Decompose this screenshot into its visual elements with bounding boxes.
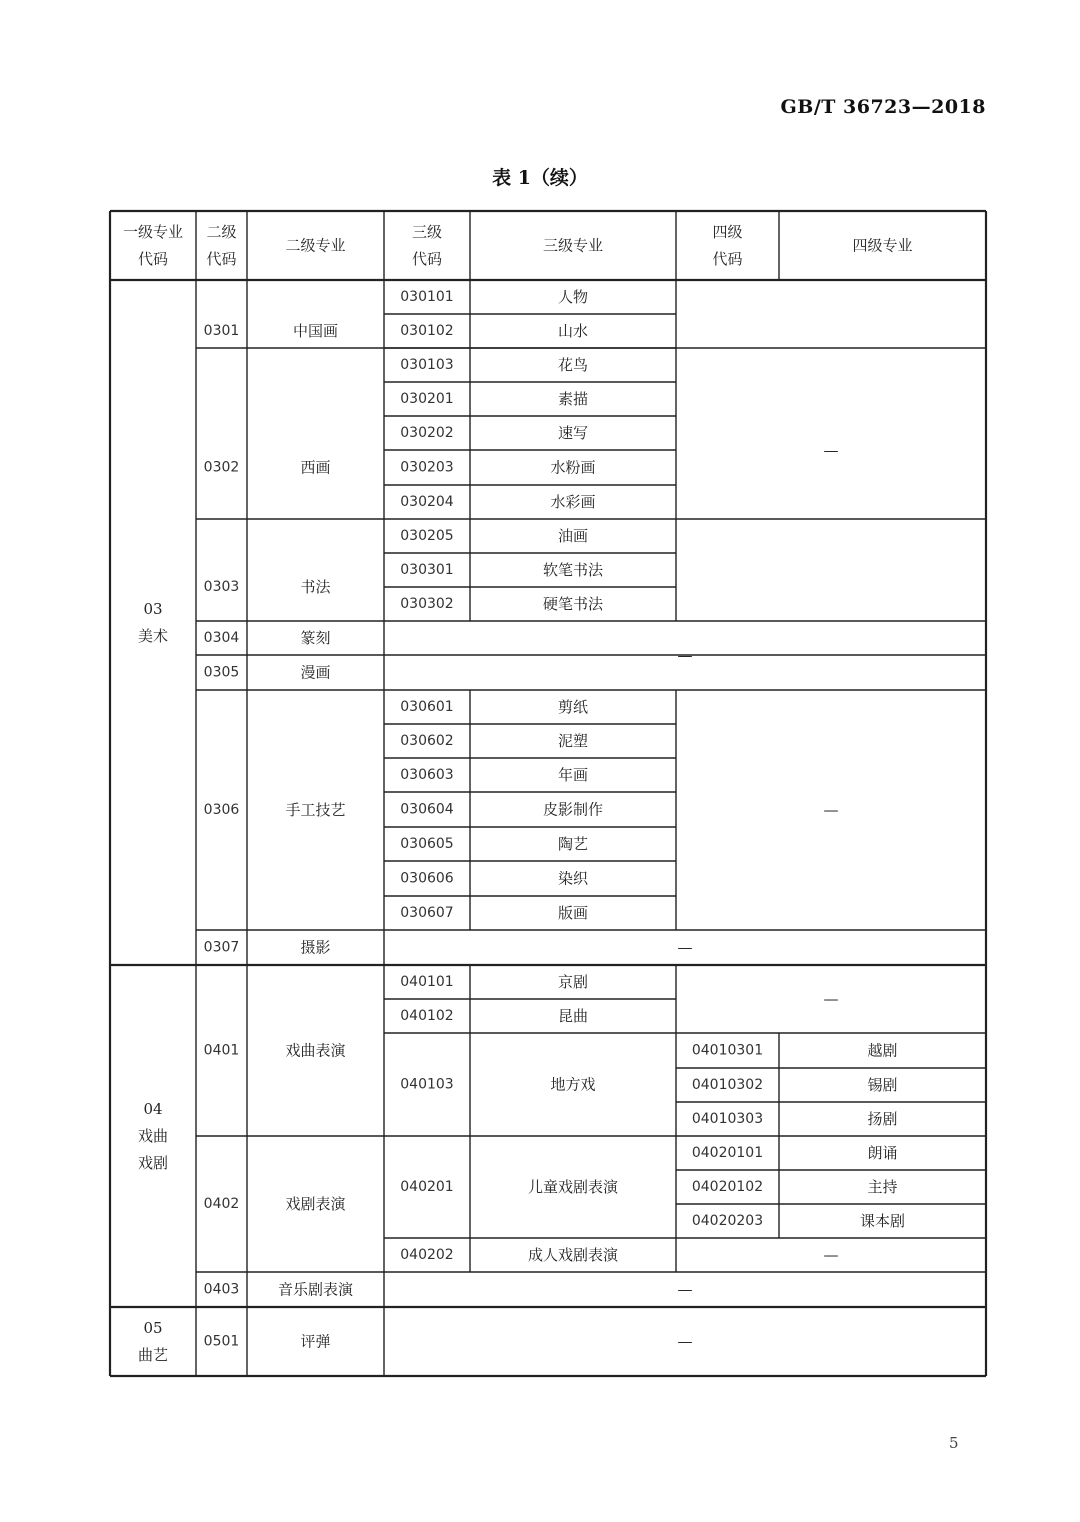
l1-cell: 戏曲 (137, 1127, 169, 1145)
l3-name: 泥塑 (557, 732, 589, 750)
l1-cell: 03 (143, 600, 163, 618)
l2-name: 漫画 (300, 663, 331, 682)
table-grid (110, 211, 986, 1376)
header-cell: 一级专业 (122, 223, 184, 241)
l2-name: 摄影 (300, 938, 331, 957)
l4-code: 04020203 (691, 1213, 764, 1229)
l4-code: 04010302 (691, 1077, 764, 1093)
l2-code: 0301 (203, 323, 240, 339)
l3-name: 花鸟 (557, 356, 589, 374)
l2-name: 西画 (300, 458, 331, 477)
l3-code: 040101 (400, 974, 454, 990)
l3-name: 软笔书法 (542, 561, 604, 579)
l3-code: 040201 (400, 1179, 454, 1195)
l2-code: 0302 (203, 459, 240, 476)
l3-code: 030201 (400, 391, 454, 407)
empty-dash: — (823, 801, 839, 819)
l2-code: 0403 (203, 1281, 240, 1298)
l2-name: 戏曲表演 (285, 1041, 346, 1060)
l1-cell: 美术 (137, 627, 169, 645)
empty-dash: — (823, 990, 839, 1008)
l2-code: 0402 (203, 1196, 240, 1212)
page-number: 5 (949, 1434, 959, 1452)
l3-code: 030203 (400, 459, 454, 476)
header-cell: 二级 (206, 223, 237, 241)
l4-name: 越剧 (867, 1041, 898, 1060)
l2-name: 书法 (300, 578, 331, 596)
l2-code: 0501 (203, 1333, 240, 1350)
l3-code: 030605 (400, 836, 454, 852)
l4-name: 扬剧 (867, 1110, 898, 1128)
l2-code: 0401 (203, 1042, 240, 1059)
empty-dash: — (677, 646, 693, 665)
l3-name: 京剧 (557, 973, 589, 991)
l3-code: 030103 (400, 357, 454, 373)
header-cell: 三级 (411, 223, 443, 241)
l1-cell: 04 (143, 1100, 163, 1118)
l3-name: 水彩画 (550, 493, 596, 511)
empty-dash: — (677, 1332, 693, 1351)
l4-name: 主持 (867, 1178, 898, 1196)
l3-name: 人物 (557, 288, 589, 306)
header-cell: 代码 (137, 250, 169, 268)
table-title: 表 1（续） (492, 167, 588, 189)
l3-code: 030601 (400, 699, 454, 715)
l4-name: 朗诵 (867, 1144, 898, 1162)
l2-code: 0305 (203, 664, 240, 681)
header-cell: 四级 (712, 223, 743, 241)
header-cell: 二级专业 (285, 236, 346, 255)
l3-name: 成人戏剧表演 (527, 1246, 619, 1264)
l3-name: 地方戏 (550, 1075, 596, 1094)
l3-name: 山水 (557, 322, 589, 340)
l3-code: 040202 (400, 1247, 454, 1263)
l4-code: 04020101 (691, 1145, 764, 1161)
header-cell: 三级专业 (542, 236, 604, 255)
empty-dash: — (823, 1246, 839, 1264)
l4-code: 04020102 (691, 1179, 764, 1195)
l3-name: 儿童戏剧表演 (527, 1178, 619, 1196)
document-code: GB/T 36723—2018 (780, 96, 986, 118)
l3-code: 030101 (400, 289, 454, 305)
l3-code: 040102 (400, 1008, 454, 1024)
l3-name: 剪纸 (557, 698, 589, 716)
l3-name: 昆曲 (557, 1007, 589, 1025)
header-cell: 四级专业 (852, 236, 913, 255)
l3-code: 030302 (400, 596, 454, 612)
table-cells (123, 223, 913, 1364)
l2-name: 篆刻 (300, 629, 331, 647)
l1-cell: 05 (143, 1319, 163, 1337)
l3-code: 030204 (400, 494, 454, 510)
empty-dash: — (823, 441, 839, 460)
l2-code: 0303 (203, 579, 240, 595)
l2-code: 0306 (203, 802, 240, 818)
header-cell: 代码 (411, 250, 443, 268)
l3-code: 030202 (400, 425, 454, 441)
l3-code: 030604 (400, 801, 454, 818)
l3-name: 速写 (557, 424, 589, 442)
l3-code: 030102 (400, 323, 454, 339)
l3-name: 油画 (557, 527, 589, 545)
empty-dash: — (677, 938, 693, 957)
l3-name: 素描 (557, 390, 589, 408)
l3-name: 水粉画 (550, 458, 596, 477)
l2-name: 中国画 (292, 322, 339, 340)
l1-cell: 曲艺 (137, 1346, 169, 1364)
l3-code: 030607 (400, 905, 454, 921)
l3-name: 皮影制作 (542, 800, 604, 819)
l3-name: 硬笔书法 (542, 595, 604, 613)
l4-code: 04010303 (691, 1111, 764, 1127)
l3-name: 陶艺 (557, 835, 589, 853)
l2-code: 0304 (203, 630, 240, 646)
header-cell: 代码 (712, 250, 743, 268)
l4-name: 锡剧 (867, 1076, 898, 1094)
l3-name: 年画 (557, 766, 589, 784)
l3-code: 040103 (400, 1076, 454, 1093)
l3-code: 030602 (400, 733, 454, 749)
l1-cell: 戏剧 (137, 1154, 169, 1172)
l3-code: 030606 (400, 870, 454, 887)
l4-code: 04010301 (691, 1042, 764, 1059)
l2-name: 戏剧表演 (285, 1195, 346, 1213)
l2-code: 0307 (203, 939, 240, 956)
l3-name: 版画 (557, 904, 589, 922)
l3-name: 染织 (557, 869, 589, 888)
l2-name: 手工技艺 (285, 801, 346, 819)
l3-code: 030205 (400, 528, 454, 544)
l4-name: 课本剧 (859, 1212, 906, 1230)
l2-name: 评弹 (300, 1332, 331, 1351)
l2-name: 音乐剧表演 (277, 1280, 354, 1299)
l3-code: 030301 (400, 562, 454, 578)
l3-code: 030603 (400, 767, 454, 783)
empty-dash: — (677, 1280, 693, 1299)
header-cell: 代码 (206, 250, 237, 268)
